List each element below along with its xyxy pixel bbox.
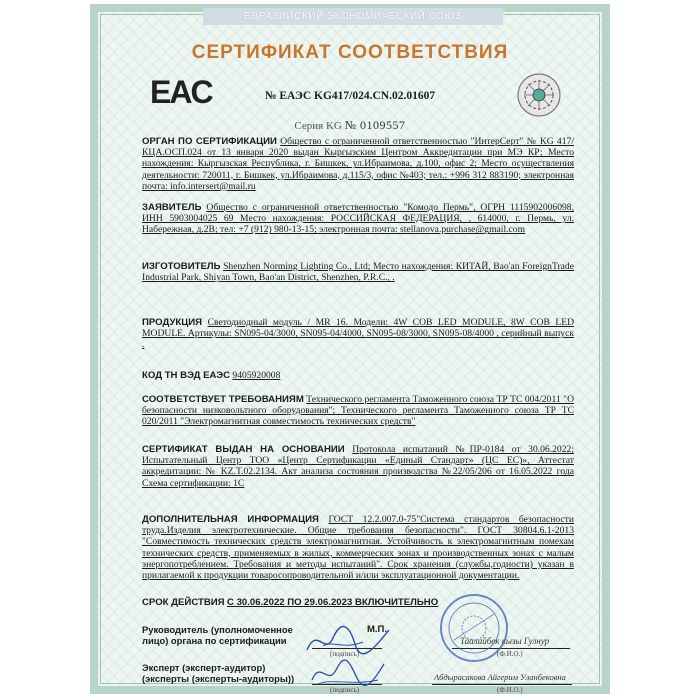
certification-body-section [142,136,574,192]
product-section [142,317,574,351]
manufacturer-text: Shenzhen Norming Lighting Co., Ltd; Место нахождения: КИТАЙ, Bao'an ForeignTrade Industrial Park, Shiyan Town, Bao'an District, Shenzhen, P.R.C., . [142,261,574,284]
validity-label: СРОК ДЕЙСТВИЯ [142,597,225,608]
tn-ved-section [142,370,574,381]
eac-logo: EAC [150,74,212,110]
certificate-title: СЕРТИФИКАТ СООТВЕТСТВИЯ [191,42,509,63]
certificate-number: № ЕАЭС KG417/024.CN.02.01607 [264,90,436,102]
expert-label-line-2: (эксперты (эксперты-аудиторы)) [142,673,295,684]
additional-info-section [142,514,574,581]
product-text: Светодиодный модуль / MR 16. Модели: 4W COB LED MODULE, 8W COB LED MODULE. Артикулы: SN095-04/3000, SN095-04/4000, SN095-08/3000, SN095-08/4000 , серийный выпуск . [142,317,574,351]
head-fio-caption: (Ф.И.О.) [497,650,523,658]
issued-basis-text: Протокола испытаний №ПР-0184 от 30.06.2022; Испытательный Центр ТОО «Центр Сертификации «Единый Стандарт» (ЦС ЕС)», Аттестат аккредитации: № KZ.T.02.2134. Акт анализа состояния производства №22/05/206 от 16.05.2022 года Схема сертификации: 1С [142,444,574,489]
tn-ved-label: КОД ТН ВЭД ЕАЭС [142,370,231,381]
conformity-section [142,394,574,428]
additional-info-text: ГОСТ 12.2.007.0-75"Система стандартов безопасности труда.Изделия электротехнические. Общие требования безопасности". ГОСТ 30804.6.1-2013 "Совместимость технических средств электромагнитная. Устойчивость к электромагнитным помехам технических средств, применяемых в жилых, коммерческих зонах и производственных зонах с малым энергопотреблением. Требования и методы испытаний". Срок хранения (службы,годности) указан в прилагаемой к продукции товаросопроводительной и/или эксплуатационной документации. [142,514,574,582]
head-name: Таалайбек кызы Гулнур [460,636,550,646]
expert-signature-caption: (подпись) [330,686,360,694]
issued-basis-section [142,444,574,489]
head-signature-scribble [303,620,393,660]
head-label-line-2: лицо) органа по сертификации [142,635,287,646]
expert-signature-scribble [308,656,388,690]
certification-body-label: ОРГАН ПО СЕРТИФИКАЦИИ [142,136,277,147]
series-label: Серия KG [294,120,342,132]
expert-name: Абдырасакова Айгерим Уланбековна [434,672,566,682]
hologram-emblem-icon [516,72,562,118]
applicant-text: Общество с ограниченной ответственностью "Комодо Пермь", ОГРН 1115902006098, ИНН 5903004025 69 Место нахождения: РОССИЙСКАЯ ФЕДЕРАЦИЯ, , 614000, г. Пермь, ул. Набережная, д.2В; тел: +7 (912) 980-13-15; электронная почта: stellanova.purchase@gmail.com [142,202,574,236]
manufacturer-section [142,261,574,283]
applicant-label: ЗАЯВИТЕЛЬ [142,202,202,213]
additional-info-label: ДОПОЛНИТЕЛЬНАЯ ИНФОРМАЦИЯ [142,514,319,525]
expert-fio-line [432,684,572,685]
manufacturer-label: ИЗГОТОВИТЕЛЬ [142,261,221,272]
certification-body-text: Общество с ограниченной ответственностью "ИнтерСерт" № KG 417/КЦА.ОСП.024 от 13 января 2020 выдан Кыргызским Центром Аккредитации при МЭ КР; Место нахождения: Кыргызская Республика, г. Бишкек, ул.Ибраимова, д.100, офис 2; Место осуществления деятельности: 720011, г. Бишкек, ул.Ибраимова, д.115/3, офис №403; тел.: +996 312 883190; электронная почта: info.intersert@mail.ru [142,136,574,192]
expert-label-line-1: Эксперт (эксперт-аудитор) [142,662,266,673]
series-line [98,118,602,133]
head-label-line-1: Руководитель (уполномоченное [142,624,293,635]
validity-text: С 30.06.2022 ПО 29.06.2023 ВКЛЮЧИТЕЛЬНО [227,597,439,608]
conformity-label: СООТВЕТСТВУЕТ ТРЕБОВАНИЯМ [142,394,304,405]
conformity-text: Технического регламента Таможенного союза ТР ТС 004/2011 "О безопасности низковольтного оборудования"; Технического регламента Таможенного союза ТР ТС 020/2011 "Электромагнитная совместимость технических средств" [142,394,574,428]
head-signature-caption: (подпись) [330,650,360,658]
series-number: № 0109557 [344,118,406,132]
tn-ved-code: 9405920008 [232,370,281,381]
certificate-sheet [90,4,610,694]
expert-fio-caption: (Ф.И.О.) [497,686,523,694]
round-seal-stamp [438,592,510,664]
seal-place-label: М.П. [367,624,388,635]
union-banner: ЕВРАЗИЙСКИЙ ЭКОНОМИЧЕСКИЙ СОЮЗ [203,8,503,25]
issued-basis-label: СЕРТИФИКАТ ВЫДАН НА ОСНОВАНИИ [142,444,345,455]
applicant-section [142,202,574,236]
product-label: ПРОДУКЦИЯ [142,317,203,328]
